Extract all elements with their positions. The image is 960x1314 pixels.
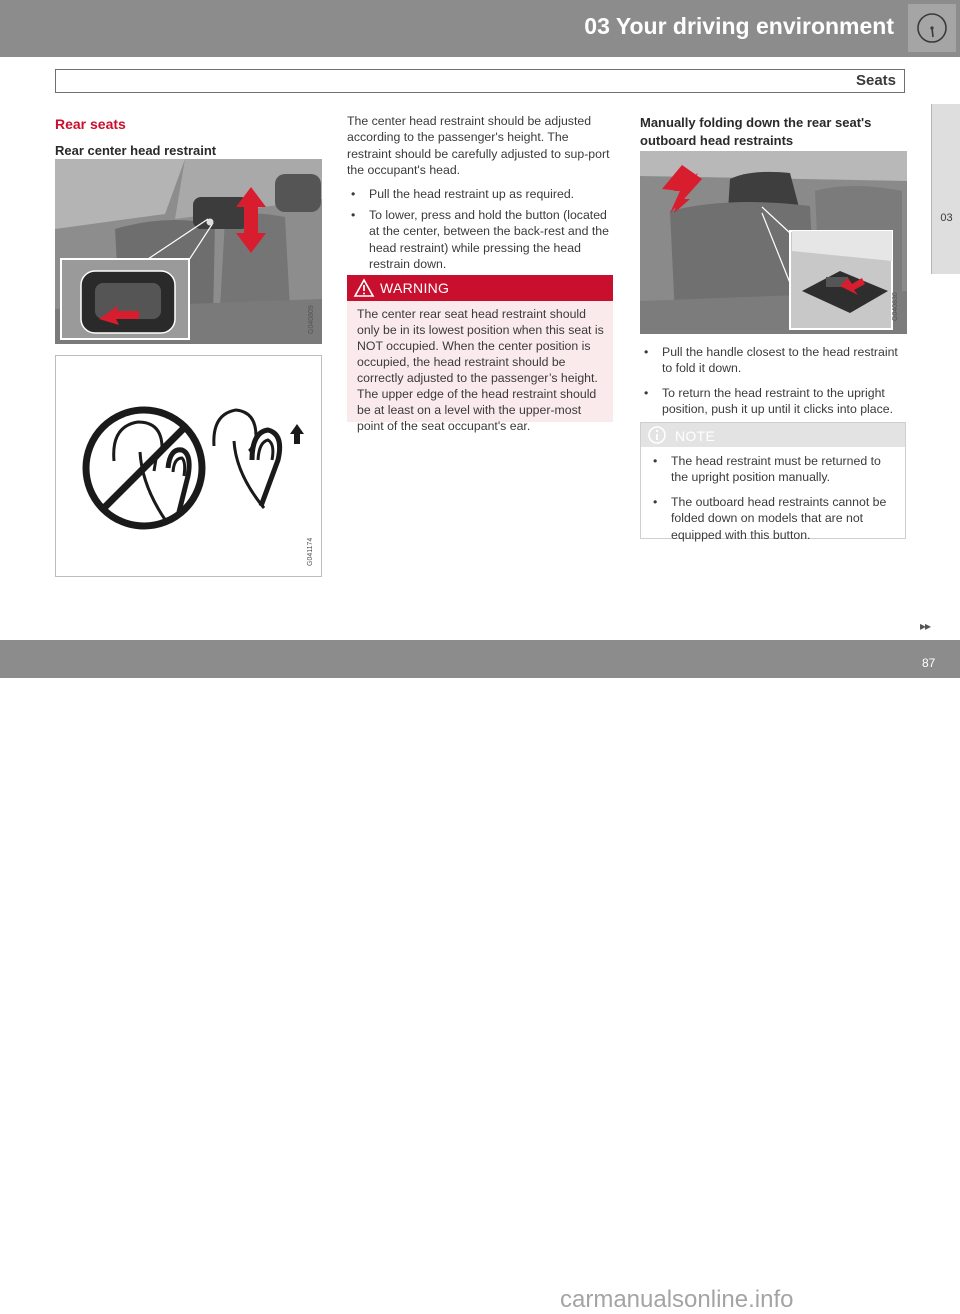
side-tab-label: 03 [940, 212, 953, 224]
watermark-text: carmanualsonline.info [560, 1286, 794, 1313]
right-column-list [640, 344, 908, 426]
section-bar [55, 69, 905, 93]
page-header [0, 0, 960, 57]
warning-label: WARNING [380, 280, 450, 296]
gauge-icon [916, 12, 948, 44]
outboard-seat-illustration [640, 151, 907, 334]
note-header [641, 423, 905, 447]
outboard-head-restraint-figure [640, 151, 907, 334]
note-label: NOTE [675, 428, 716, 444]
figure-code: G041174 [307, 537, 314, 566]
occupant-head-restraint-illustration [56, 356, 321, 576]
warning-text: The center rear seat head restraint should only be in its lowest position when this seat is NOT occupied. When the center position is occupied, the head restraint should be correctly adjusted to the passenger’s height. The upper edge of the head restraint should be at least on a level with the upper-most point of the seat occupant's ear. [357, 307, 604, 433]
page-footer [0, 640, 960, 1313]
warning-box [347, 275, 613, 433]
center-head-restraint-figure [55, 159, 322, 344]
figure-code: G040809 [308, 305, 315, 334]
list-item: • Pull the handle closest to the head restraint to fold it down. [640, 344, 908, 377]
info-icon [647, 425, 667, 445]
warning-triangle-icon [353, 278, 375, 298]
section-heading: Rear seats [55, 116, 126, 132]
page-number: 87 [922, 656, 936, 670]
warning-header [347, 275, 613, 301]
figure-code: G040830 [892, 292, 899, 321]
chapter-side-tab[interactable] [931, 104, 960, 274]
middle-column [347, 113, 613, 278]
chapter-title: 03 Your driving environment [584, 13, 894, 39]
list-item: • To return the head restraint to the upright position, push it up until it clicks into place. [640, 385, 908, 418]
list-item: • Pull the head restraint up as required. [347, 186, 613, 202]
chapter-icon-box [908, 4, 956, 52]
rear-seat-illustration [55, 159, 322, 344]
list-item: • To lower, press and hold the button (located at the center, between the back-rest and the head restraint) while pressing the head restrain down. [347, 207, 613, 273]
subsection-heading: Manually folding down the rear seat's outboard head restraints [640, 115, 872, 148]
list-item: • The outboard head restraints cannot be folded down on models that are not equipped with this button. [649, 494, 899, 543]
list-item: • The head restraint must be returned to the upright position manually. [649, 453, 899, 486]
note-box [640, 422, 906, 542]
note-list [649, 453, 899, 548]
intro-paragraph: The center head restraint should be adjusted according to the passenger's height. The restraint should be carefully adjusted to sup-port the occupant's head. [347, 114, 610, 178]
section-title: Seats [855, 72, 896, 89]
subsection-heading: Rear center head restraint [55, 143, 217, 158]
next-page-arrows[interactable]: ▸▸ [920, 619, 931, 633]
head-restraint-warning-figure [55, 355, 322, 577]
